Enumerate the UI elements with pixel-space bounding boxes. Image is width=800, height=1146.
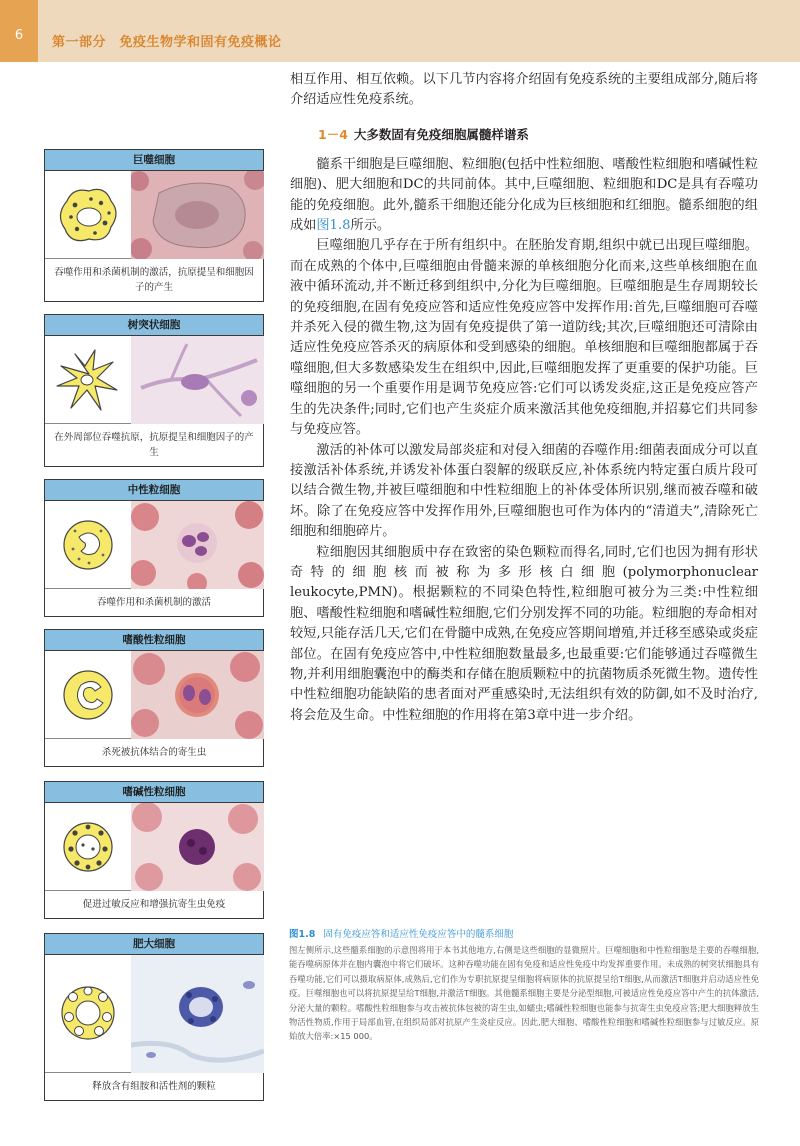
card-caption: 吞噬作用和杀菌机制的激活 bbox=[96, 597, 211, 608]
card-title: 肥大细胞 bbox=[45, 934, 263, 955]
neutrophil-icon bbox=[45, 501, 131, 589]
paragraph-3: 激活的补体可以激发局部炎症和对侵入细菌的吞噬作用:细菌表面成分可以直接激活补体系统,并诱发补体蛋白裂解的级联反应,补体系统内特定蛋白质片段可以结合微生物,并被巨噬细胞和中性粒细胞上的补体受体所识别,继而被吞噬和破坏。除了在免疫应答中发挥作用外,巨噬细胞也可作为体内的“清道夫”,清除死亡细胞和细胞碎片。 bbox=[290, 442, 758, 540]
section-title: 大多数固有免疫细胞属髓样谱系 bbox=[353, 126, 529, 142]
card-dendritic-cell bbox=[44, 314, 264, 467]
card-images bbox=[45, 955, 263, 1073]
eosinophil-icon bbox=[45, 651, 131, 739]
main-text bbox=[290, 70, 758, 726]
card-neutrophil bbox=[44, 479, 264, 617]
card-caption: 吞噬作用和杀菌机制的激活，抗原提呈和细胞因子的产生 bbox=[54, 267, 254, 293]
paragraph-1 bbox=[290, 155, 758, 237]
card-mast-cell bbox=[44, 933, 264, 1101]
card-title: 嗜酸性粒细胞 bbox=[45, 630, 263, 651]
macrophage-micrograph bbox=[131, 171, 264, 259]
neutrophil-micrograph bbox=[131, 501, 264, 589]
running-head: 第一部分 免疫生物学和固有免疫概论 bbox=[52, 35, 282, 50]
figure-reference-link[interactable]: 图1.8 bbox=[316, 218, 351, 234]
paragraph-1-end: 所示。 bbox=[350, 218, 391, 234]
section-number: 1－4 bbox=[318, 126, 348, 142]
card-title: 嗜碱性粒细胞 bbox=[45, 782, 263, 803]
mast-cell-micrograph bbox=[131, 955, 264, 1073]
dendritic-cell-micrograph bbox=[131, 336, 264, 424]
macrophage-icon bbox=[45, 171, 131, 259]
figure-caption bbox=[289, 926, 759, 1044]
card-images bbox=[45, 336, 263, 424]
card-basophil bbox=[44, 781, 264, 919]
paragraph-1-text: 髓系干细胞是巨噬细胞、粒细胞(包括中性粒细胞、嗜酸性粒细胞和嗜碱性粒细胞)、肥大细胞和DC的共同前体。其中,巨噬细胞、粒细胞和DC是具有吞噬功能的免疫细胞。此外,髓系干细胞还能分化成为巨核细胞和红细胞。髓系细胞的组成如 bbox=[290, 156, 758, 234]
card-caption: 在外周部位吞噬抗原，抗原提呈和细胞因子的产生 bbox=[54, 432, 254, 458]
card-images bbox=[45, 803, 263, 891]
card-caption: 释放含有组胺和活性剂的颗粒 bbox=[92, 1081, 216, 1092]
card-title: 树突状细胞 bbox=[45, 315, 263, 336]
paragraph-4: 粒细胞因其细胞质中存在致密的染色颗粒而得名,同时,它们也因为拥有形状奇特的细胞核而被称为多形核白细胞(polymorphonuclear leukocyte,PMN)。根据颗粒的不同染色特性,粒细胞可被分为三类:中性粒细胞、嗜酸性粒细胞和嗜碱性粒细胞,它们分别发挥不同的功能。粒细胞的寿命相对较短,只能存活几天,它们在骨髓中成熟,在免疫应答期间增殖,并迁移至感染或炎症部位。在固有免疫应答中,中性粒细胞数量最多,也最重要:它们能够通过吞噬微生物,并利用细胞囊泡中的酶类和存储在胞质颗粒中的抗菌物质杀死微生物。遗传性中性粒细胞功能缺陷的患者面对严重感染时,无法组织有效的防御,如不及时治疗,将会危及生命。中性粒细胞的作用将在第3章中进一步介绍。 bbox=[290, 544, 758, 723]
paragraph-2: 巨噬细胞几乎存在于所有组织中。在胚胎发育期,组织中就已出现巨噬细胞。而在成熟的个体中,巨噬细胞由骨髓来源的单核细胞分化而来,这些单核细胞在血液中循环流动,并不断迁移到组织中,分化为巨噬细胞。巨噬细胞是生存周期较长的免疫细胞,在固有免疫应答和适应性免疫应答中发挥作用:首先,巨噬细胞可吞噬并杀死入侵的微生物,这为固有免疫提供了第一道防线;其次,巨噬细胞还可清除由适应性免疫应答杀灭的病原体和受到感染的细胞。单核细胞和巨噬细胞都属于吞噬细胞,但大多数感染发生在组织中,因此,巨噬细胞发挥了更重要的保护功能。巨噬细胞的另一个重要作用是调节免疫应答:它们可以诱发炎症,这正是免疫应答产生的先决条件;同时,它们也产生炎症介质来激活其他免疫细胞,并招募它们共同参与免疫应答。 bbox=[290, 238, 758, 438]
card-images bbox=[45, 171, 263, 259]
figure-title: 固有免疫应答和适应性免疫应答中的髓系细胞 bbox=[323, 929, 514, 940]
page-header bbox=[0, 0, 800, 62]
figure-caption-body: 图左侧所示,这些髓系细胞的示意图将用于本书其他地方,右侧是这些细胞的显微照片。巨噬细胞和中性粒细胞是主要的吞噬细胞,能吞噬病原体并在胞内囊泡中将它们破坏。这种吞噬功能在固有免疫和适应性免疫中均发挥重要作用。未成熟的树突状细胞具有吞噬功能,它们可以摄取病原体,成熟后,它们作为专职抗原提呈细胞将病原体的抗原提呈给T细胞,从而激活T细胞并启动适应性免疫。巨噬细胞也可以将抗原提呈给T细胞,并激活T细胞。其他髓系细胞主要是分泌型细胞,可被适应性免疫应答中产生的抗体激活,分泌大量的颗粒。嗜酸性粒细胞参与攻击被抗体包被的寄生虫,如蠕虫;嗜碱性粒细胞也能参与抗寄生虫免疫应答;肥大细胞释放生物活性物质,作用于局部血管,在组织局部对抗原产生炎症反应。因此,肥大细胞、嗜酸性粒细胞和嗜碱性粒细胞参与过敏反应。原始放大倍率:×15 000。 bbox=[289, 945, 759, 1042]
card-macrophage bbox=[44, 149, 264, 302]
basophil-icon bbox=[45, 803, 131, 891]
figure-number: 图1.8 bbox=[289, 929, 316, 940]
card-images bbox=[45, 501, 263, 589]
figure-caption-title bbox=[289, 926, 759, 940]
card-caption: 促进过敏反应和增强抗寄生虫免疫 bbox=[82, 899, 226, 910]
intro-paragraph: 相互作用、相互依赖。以下几节内容将介绍固有免疫系统的主要组成部分,随后将介绍适应性免疫系统。 bbox=[290, 72, 758, 108]
card-title: 巨噬细胞 bbox=[45, 150, 263, 171]
card-images bbox=[45, 651, 263, 739]
section-heading bbox=[318, 125, 758, 143]
eosinophil-micrograph bbox=[131, 651, 264, 739]
card-eosinophil bbox=[44, 629, 264, 767]
card-caption: 杀死被抗体结合的寄生虫 bbox=[101, 747, 207, 758]
dendritic-cell-icon bbox=[45, 336, 131, 424]
card-title: 中性粒细胞 bbox=[45, 480, 263, 501]
mast-cell-icon bbox=[45, 955, 131, 1073]
page-number: 6 bbox=[0, 0, 38, 62]
basophil-micrograph bbox=[131, 803, 264, 891]
